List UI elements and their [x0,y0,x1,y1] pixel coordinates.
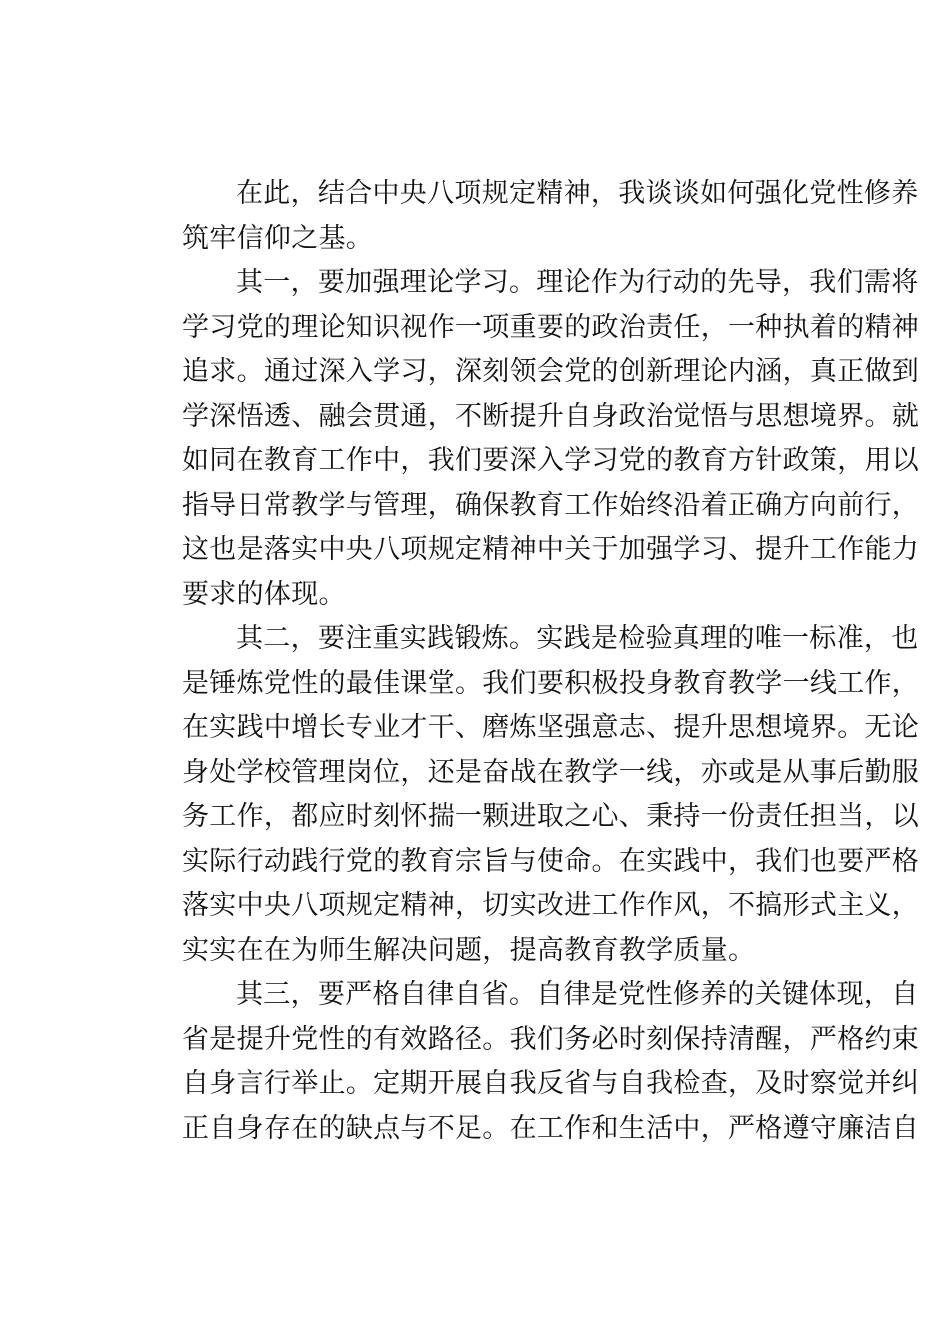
paragraph-point-three [128,973,920,1151]
text-line: 这也是落实中央八项规定精神中关于加强学习、提升工作能力 [182,534,920,565]
text-line: 其三，要严格自律自省。自律是党性修养的关键体现，自 [236,979,919,1010]
text-line: 省是提升党性的有效路径。我们务必时刻保持清醒，严格约束 [182,1023,920,1055]
text-line: 实实在在为师生解决问题，提高教育教学质量。 [182,934,756,966]
paragraph-point-one [128,261,920,617]
paragraph-intro [128,172,919,261]
document-body [128,172,920,1151]
text-line: 指导日常教学与管理，确保教育工作始终沿着正确方向前行， [182,489,920,521]
text-line: 落实中央八项规定精神，切实改进工作作风，不搞形式主义， [182,890,920,921]
text-line: 自身言行举止。定期开展自我反省与自我检查，及时察觉并纠 [182,1068,920,1099]
text-line: 正自身存在的缺点与不足。在工作和生活中，严格遵守廉洁自 [182,1112,920,1144]
text-line: 要求的体现。 [182,578,346,610]
text-line: 在此，结合中央八项规定精神，我谈谈如何强化党性修养 [236,178,919,209]
text-line: 身处学校管理岗位，还是奋战在教学一线，亦或是从事后勤服 [182,756,920,788]
text-line: 学深悟透、融会贯通，不断提升自身政治觉悟与思想境界。就 [182,400,920,432]
text-line: 其二，要注重实践锻炼。实践是检验真理的唯一标准，也 [236,623,919,654]
text-line: 实际行动践行党的教育宗旨与使命。在实践中，我们也要严格 [182,845,920,877]
text-line: 在实践中增长专业才干、磨炼坚强意志、提升思想境界。无论 [182,712,920,743]
text-line: 是锤炼党性的最佳课堂。我们要积极投身教育教学一线工作， [182,667,920,699]
text-line: 学习党的理论知识视作一项重要的政治责任，一种执着的精神 [182,311,920,343]
text-line: 追求。通过深入学习，深刻领会党的创新理论内涵，真正做到 [182,356,920,387]
text-line: 其一，要加强理论学习。理论作为行动的先导，我们需将 [236,267,919,298]
text-line: 务工作，都应时刻怀揣一颗进取之心、秉持一份责任担当，以 [182,801,920,832]
text-line: 筑牢信仰之基。 [182,222,374,254]
paragraph-point-two [128,617,920,973]
text-line: 如同在教育工作中，我们要深入学习党的教育方针政策，用以 [182,445,920,476]
